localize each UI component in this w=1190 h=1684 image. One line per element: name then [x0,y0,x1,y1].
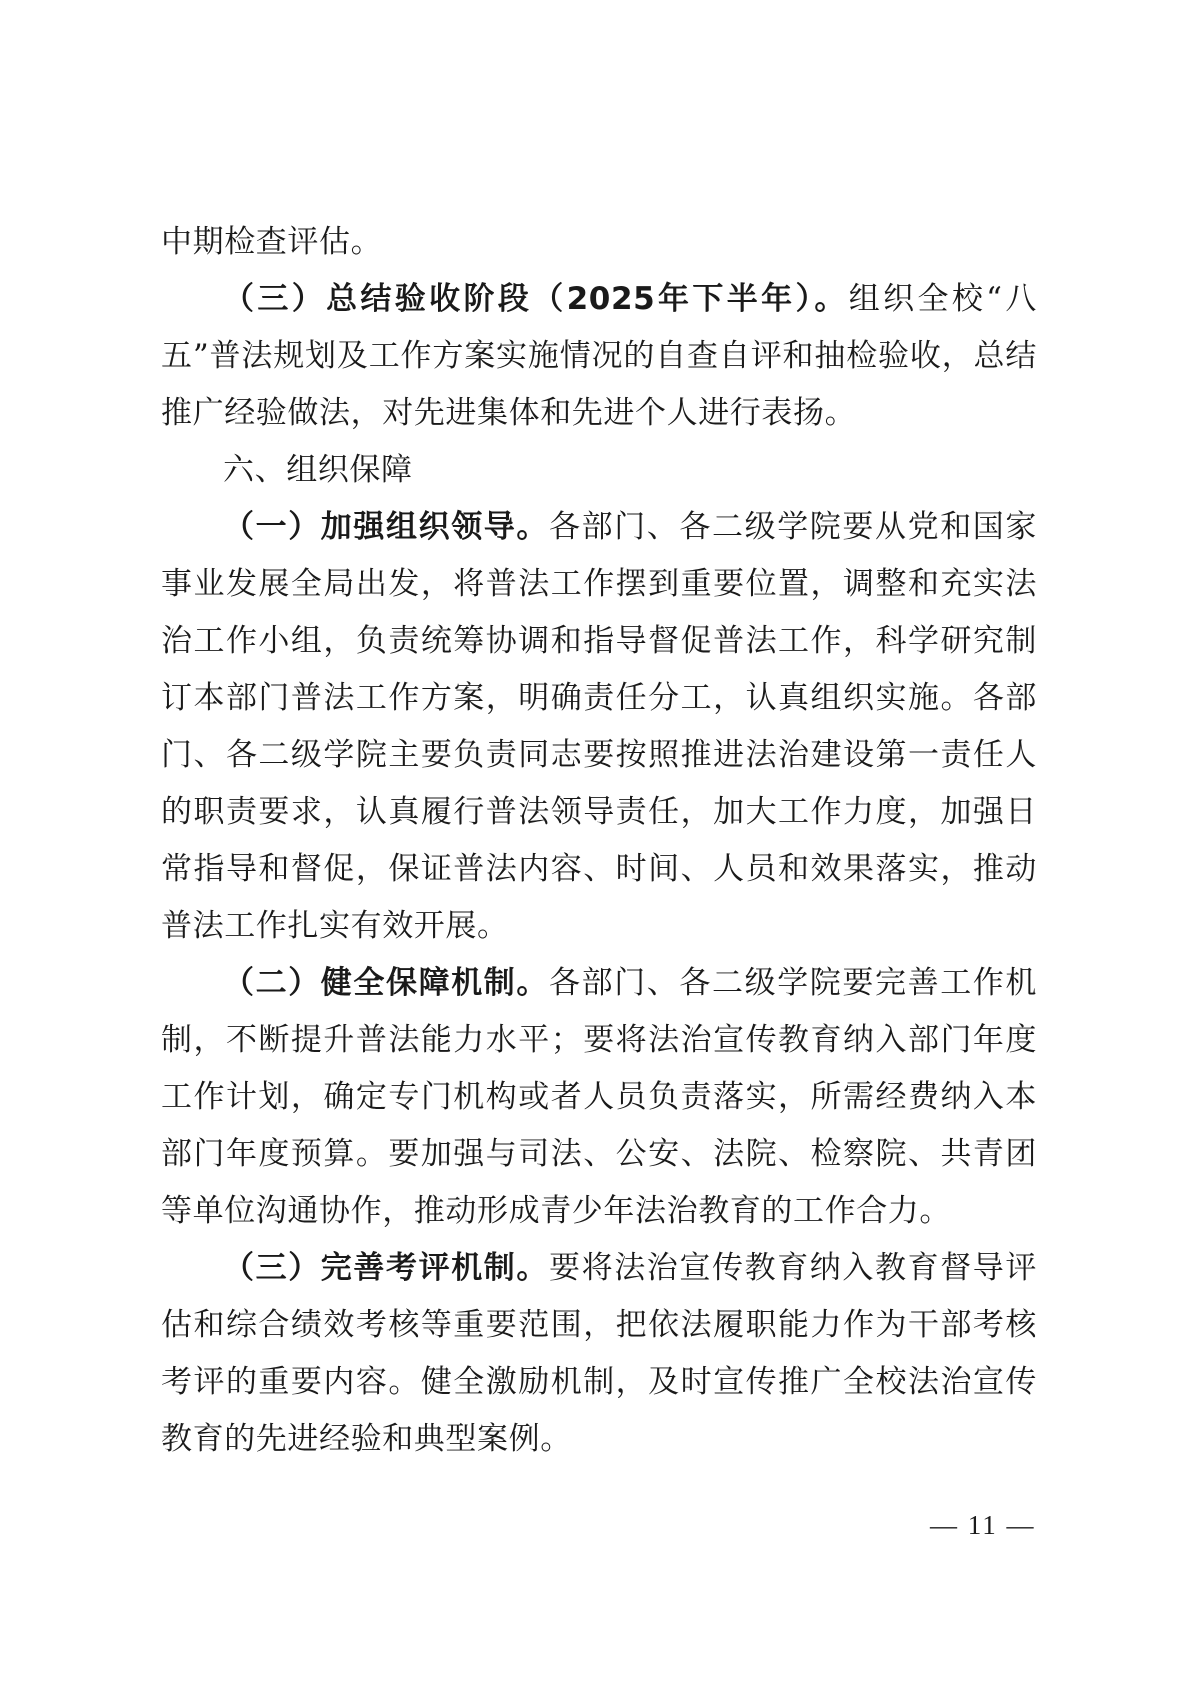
paragraph-stage-three [161,271,1037,442]
paragraph-text: 中期检查评估。 [161,224,383,260]
paragraph-heading: （二）健全保障机制。 [223,965,549,1001]
paragraph-heading: （一）加强组织领导。 [223,509,549,545]
paragraph-text: 各部门、各二级学院要从党和国家事业发展全局出发，将普法工作摆到重要位置，调整和充实法治工作小组，负责统筹协调和指导督促普法工作，科学研究制订本部门普法工作方案，明确责任分工，认真组织实施。各部门、各二级学院主要负责同志要按照推进法治建设第一责任人的职责要求，认真履行普法领导责任，加大工作力度，加强日常指导和督促，保证普法内容、时间、人员和效果落实，推动普法工作扎实有效开展。 [161,509,1037,944]
paragraph-text: 组织全校“八五”普法规划及工作方案实施情况的自查自评和抽检验收，总结推广经验做法，对先进集体和先进个人进行表扬。 [161,281,1037,431]
paragraph-heading: （三）完善考评机制。 [223,1250,549,1286]
paragraph-text: 要将法治宣传教育纳入教育督导评估和综合绩效考核等重要范围，把依法履职能力作为干部考核考评的重要内容。健全激励机制，及时宣传推广全校法治宣传教育的先进经验和典型案例。 [161,1250,1037,1457]
paragraph-safeguard [161,955,1037,1240]
page-number: — 11 — [930,1510,1036,1540]
section-heading-text: 六、组织保障 [223,452,413,488]
paragraph-text: 各部门、各二级学院要完善工作机制，不断提升普法能力水平；要将法治宣传教育纳入部门年度工作计划，确定专门机构或者人员负责落实，所需经费纳入本部门年度预算。要加强与司法、公安、法院、检察院、共青团等单位沟通协作，推动形成青少年法治教育的工作合力。 [161,965,1037,1229]
paragraph-evaluation [161,1240,1037,1468]
section-title [161,442,1037,499]
document-body [161,214,1037,1468]
paragraph-leadership [161,499,1037,955]
paragraph-continuation [161,214,1037,271]
paragraph-heading: （三）总结验收阶段（2025年下半年）。 [223,281,849,317]
